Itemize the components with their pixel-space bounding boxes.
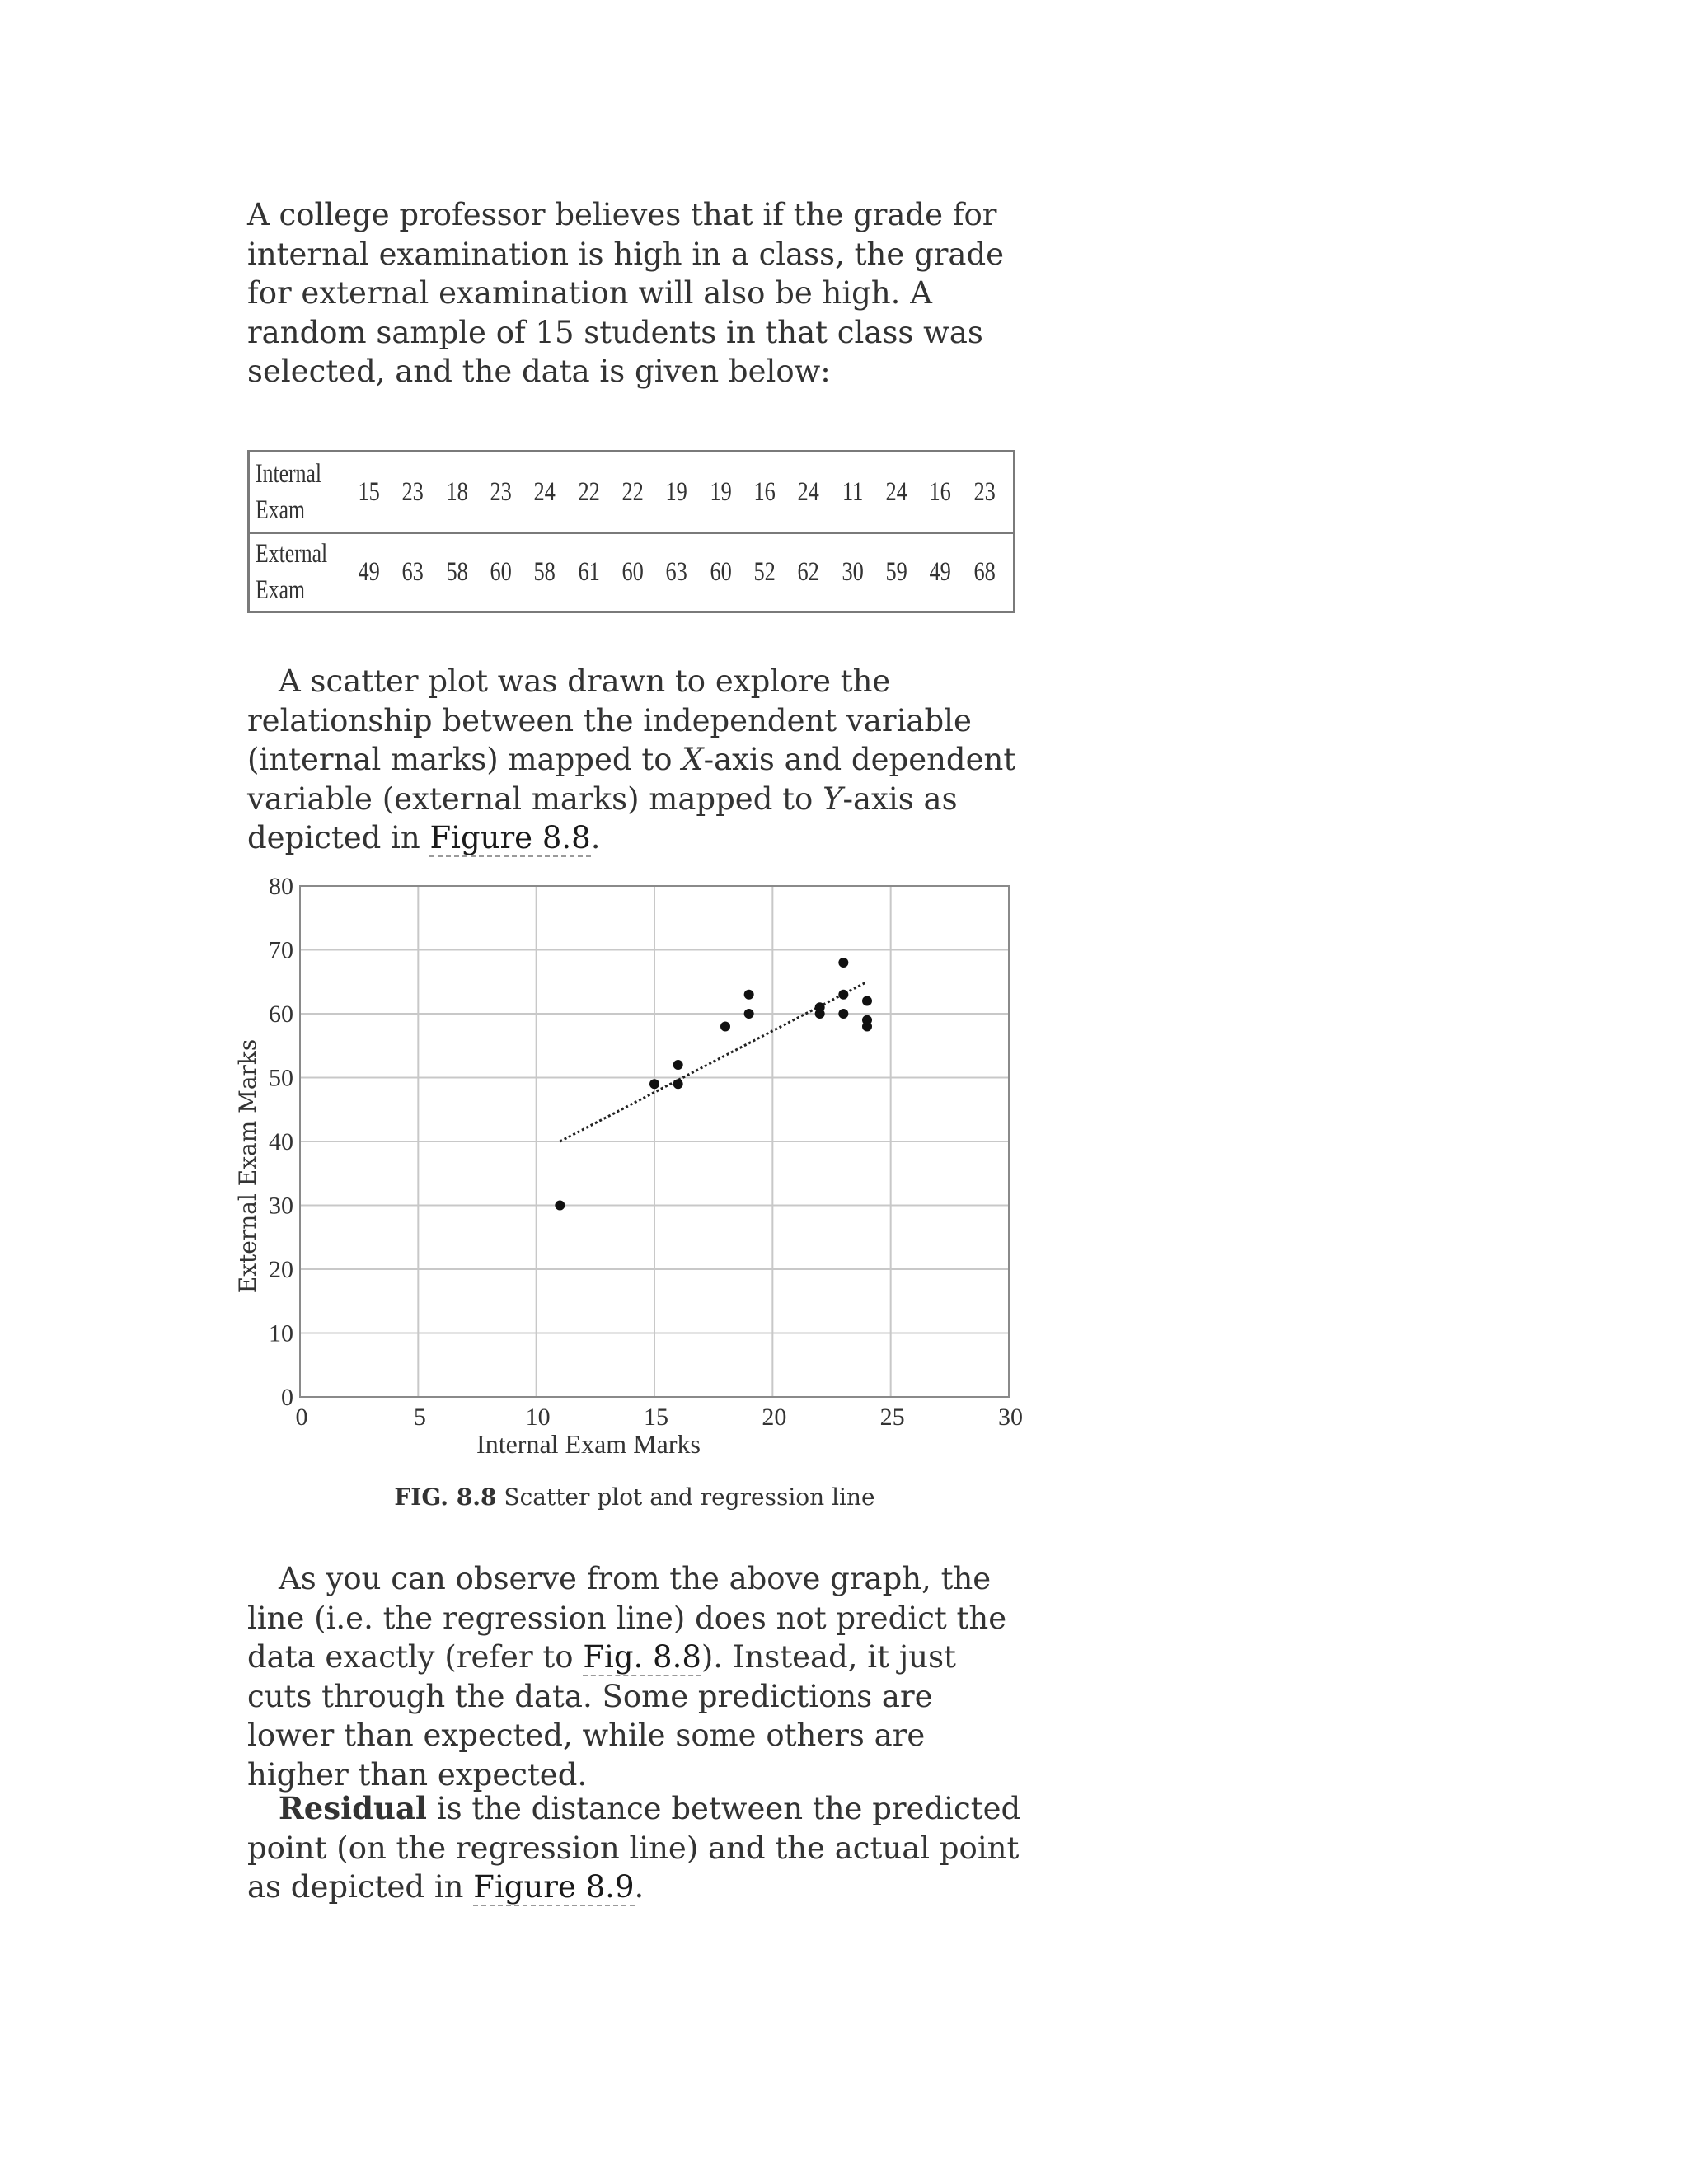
table-cell: 58 [446,557,468,587]
y-tick-label: 40 [269,1128,293,1155]
table-cell: 19 [665,477,688,507]
y-tick-labels [269,873,293,1411]
text-run: . [634,1869,645,1905]
row-label-line: Exam [256,495,306,525]
table-cell: 16 [929,477,952,507]
table-cell: 19 [710,477,732,507]
intro-paragraph: A college professor believes that if the grade for internal examination is high in a class, the grade for external examination will also be high. A random sample of 15 students in that class was selected, and the data is given below: [247,197,1005,389]
x-axis-label: Internal Exam Marks [476,1429,701,1459]
figure-link[interactable]: Figure 8.8 [429,820,591,855]
table-cell: 52 [753,557,776,587]
data-point [838,958,848,968]
chart-grid [300,886,1009,1397]
data-point [673,1079,683,1089]
data-point [862,996,872,1006]
data-point [838,1009,848,1019]
row-label [256,536,328,608]
data-point [862,1015,872,1025]
text-run: -axis as depicted in [247,780,958,855]
text-run: A scatter plot was drawn to explore the relationship between the independent variable (internal marks) mapped to [247,663,972,777]
row-label [256,456,320,528]
caption-label: FIG. 8.8 [394,1483,497,1511]
residual-paragraph [247,1789,1022,1907]
residual-term: Residual [279,1790,427,1826]
row-label-line: Exam [256,575,306,605]
y-tick-label: 30 [269,1192,293,1220]
text-run: As you can observe from the above graph, the line (i.e. the regression line) does not predict the data exactly (refer to [247,1561,1007,1675]
y-variable: Y [823,780,843,817]
table-cell: 49 [358,557,380,587]
data-points [555,958,872,1211]
table-cell: 24 [885,477,907,507]
table-cell: 58 [533,557,556,587]
table-cell: 30 [842,557,864,587]
table-cell: 24 [797,477,820,507]
row-label-line: External [256,539,328,569]
data-point [649,1079,659,1089]
table-cell: 22 [621,477,644,507]
table-cell: 23 [973,477,996,507]
row-label-line: Internal [256,459,322,489]
observation-paragraph [247,1559,1022,1794]
caption-text: Scatter plot and regression line [496,1483,875,1511]
data-point [673,1060,683,1070]
data-point [720,1022,730,1032]
figure-caption [247,1483,1022,1511]
y-tick-label: 50 [269,1064,293,1092]
y-tick-label: 60 [269,1001,293,1028]
table-cell: 60 [710,557,732,587]
x-tick-label: 0 [295,1404,308,1431]
data-table [247,450,1015,613]
x-variable: X [682,742,704,777]
text-run: ). Instead, it just cuts through the data. Some predictions are lower than expected, while some others are higher than expected. [247,1639,956,1793]
table-cell: 18 [446,477,468,507]
table-cell: 60 [490,557,512,587]
table-row [250,532,1013,612]
table-cell: 23 [401,477,424,507]
table-cell: 68 [973,557,996,587]
x-tick-label: 30 [998,1404,1023,1431]
row-cells [347,532,1006,612]
table-cell: 22 [578,477,600,507]
table-cell: 11 [842,477,863,507]
table-cell: 16 [753,477,776,507]
x-tick-label: 5 [413,1404,426,1431]
figure-link[interactable]: Fig. 8.8 [583,1639,701,1675]
x-tick-label: 10 [525,1404,551,1431]
table-cell: 59 [885,557,907,587]
x-tick-label: 25 [879,1404,905,1431]
table-cell: 60 [621,557,644,587]
scatter-intro-paragraph [247,662,1022,858]
x-tick-labels [296,1404,1024,1431]
table-cell: 61 [578,557,600,587]
table-cell: 23 [490,477,512,507]
figure-link[interactable]: Figure 8.9 [473,1869,635,1905]
data-point [744,990,754,1000]
scatter-chart [231,869,1039,1479]
table-cell: 63 [665,557,688,587]
table-cell: 62 [797,557,820,587]
x-tick-label: 15 [644,1404,668,1431]
table-cell: 49 [929,557,952,587]
y-tick-label: 0 [281,1384,293,1411]
y-axis-label: External Exam Marks [234,1038,261,1294]
table-cell: 63 [401,557,424,587]
x-tick-label: 20 [762,1404,787,1431]
data-point [838,990,848,1000]
y-tick-label: 20 [269,1256,293,1283]
table-cell: 24 [533,477,556,507]
row-cells [347,452,1006,532]
data-point [744,1009,754,1019]
table-cell: 15 [358,477,380,507]
text-run: is the distance between the predicted point (on the regression line) and the actual point as depicted in [247,1791,1021,1905]
data-point [555,1201,565,1211]
text-run: . [590,820,601,855]
y-tick-label: 80 [269,873,293,900]
data-point [815,1009,825,1019]
text-run: -axis and dependent variable (external marks) mapped to [247,742,1016,817]
y-tick-label: 70 [269,936,293,964]
table-row [250,452,1013,534]
y-tick-label: 10 [269,1319,293,1347]
